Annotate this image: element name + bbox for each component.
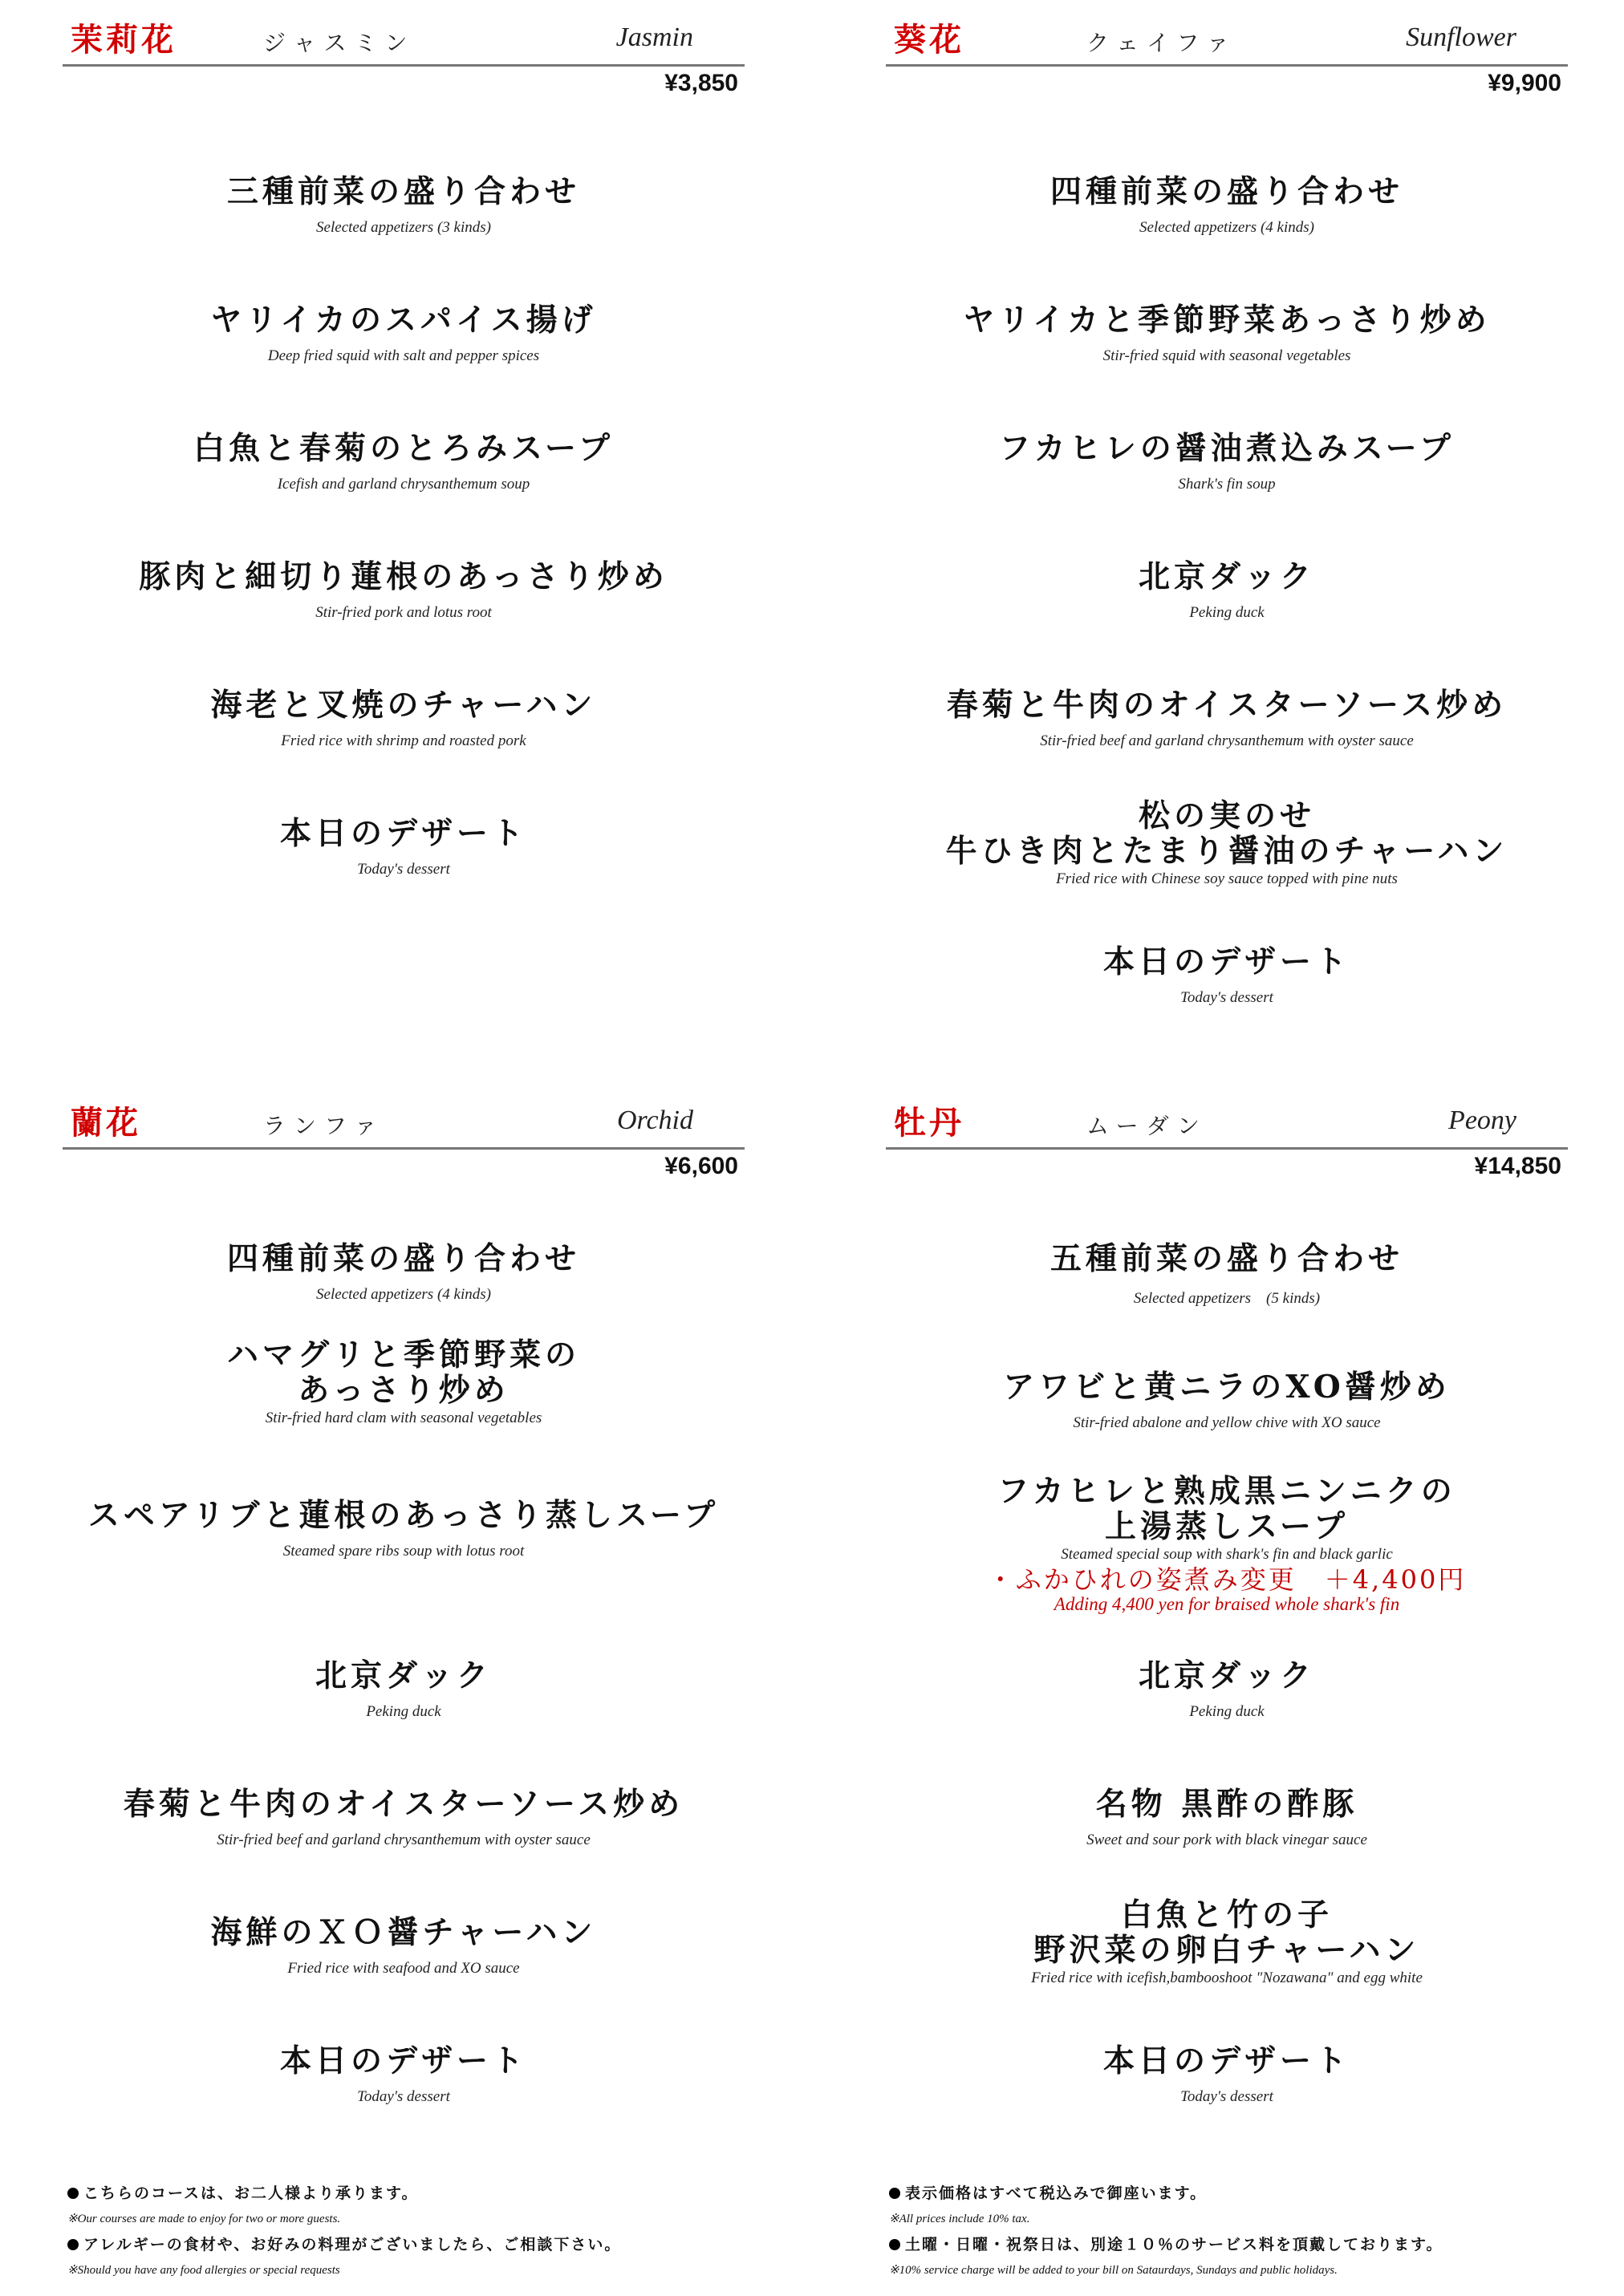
dish-item (886, 431, 1568, 493)
course-name-en: Sunflower (1406, 22, 1516, 52)
dish-item (886, 1369, 1568, 1432)
dish-item (63, 1658, 745, 1721)
course-name-jp: 茉莉花 (71, 21, 177, 59)
dish-name-jp: 名物 黒酢の酢豚 (1095, 1786, 1358, 1823)
course-orchid (63, 1097, 745, 2105)
dish-item (886, 174, 1568, 237)
course-name-kana: ムーダン (1086, 1113, 1208, 1139)
notes-left (67, 2180, 838, 2283)
course-name-en: Jasmin (615, 22, 693, 52)
dish-name-en: Fried rice with shrimp and roasted pork (281, 732, 526, 749)
dish-item (886, 559, 1568, 622)
dish-name-jp: 海鮮のＸＯ醤チャーハン (210, 1914, 597, 1951)
dish-item (63, 431, 745, 493)
dish-item (886, 2043, 1568, 2106)
dish-name-en: Deep fried squid with salt and pepper spices (267, 347, 540, 364)
dish-item (63, 816, 745, 878)
dish-item (63, 1241, 745, 1304)
course-name-kana: クェイファ (1086, 30, 1237, 56)
dish-name-en: Today's dessert (1180, 2088, 1273, 2105)
course-sunflower (886, 14, 1568, 1006)
dish-name-en: Fried rice with icefish,bambooshoot "Nozawana" and egg white (1031, 1969, 1423, 1986)
course-name-en: Orchid (616, 1105, 693, 1135)
note-en: ※Should you have any food allergies or special requests (67, 2264, 340, 2277)
course-peony (886, 1097, 1568, 2105)
dish-name-en: Selected appetizers (4 kinds) (1139, 219, 1314, 236)
dish-name-jp: 北京ダック (315, 1657, 492, 1694)
dish-name-en: Selected appetizers (3 kinds) (316, 219, 491, 236)
dish-name-jp: フカヒレの醤油煮込みスープ (999, 430, 1455, 467)
course-header (886, 14, 1568, 67)
dish-name-en: Stir-fried hard clam with seasonal vegetables (265, 1410, 542, 1426)
note-en: ※All prices include 10% tax. (889, 2213, 1030, 2225)
dish-name-en: Stir-fried squid with seasonal vegetables (1102, 347, 1351, 364)
dish-name-en: Fried rice with Chinese soy sauce topped with pine nuts (1056, 870, 1398, 887)
dish-name-jp: 五種前菜の盛り合わせ (1050, 1240, 1403, 1277)
course-name-kana: ジャスミン (263, 30, 416, 56)
dish-name-jp: 海老と叉焼のチャーハン (210, 687, 597, 724)
dish-name-en: Peking duck (1189, 604, 1265, 621)
dish-name-en: Stir-fried beef and garland chrysanthemum with oyster sauce (217, 1832, 591, 1848)
dish-item (886, 1474, 1568, 1615)
dish-name-jp: 北京ダック (1138, 558, 1315, 595)
dish-name-en: Peking duck (1189, 1703, 1265, 1720)
dish-name-en: Today's dessert (357, 861, 450, 878)
course-price: ¥14,850 (1474, 1153, 1561, 1179)
dish-item (886, 944, 1568, 1007)
course-name-jp: 蘭花 (71, 1104, 141, 1142)
dish-name-en: Steamed spare ribs soup with lotus root (282, 1543, 525, 1560)
dish-name-jp-line2: 上湯蒸しスープ (1104, 1508, 1350, 1545)
course-jasmin (63, 14, 745, 878)
note-jp: アレルギーの食材や、お好みの料理がございましたら、ご相談下さい。 (67, 2232, 838, 2257)
dish-name-jp: ヤリイカのスパイス揚げ (210, 302, 597, 339)
dish-name-jp: フカヒレと熟成黒ニンニクの (997, 1473, 1456, 1510)
dish-item (63, 174, 745, 237)
bullet-icon (67, 2239, 79, 2250)
dish-name-jp: ハマグリと季節野菜の (226, 1337, 580, 1373)
dish-name-jp: 豚肉と細切り蓮根のあっさり炒め (139, 558, 668, 595)
dish-name-jp: スペアリブと蓮根のあっさり蒸しスープ (87, 1497, 720, 1534)
dish-name-jp-line2: 牛ひき肉とたまり醤油のチャーハン (945, 833, 1508, 870)
note-en: ※Our courses are made to enjoy for two or more guests. (67, 2213, 341, 2225)
dish-name-jp: 本日のデザート (279, 815, 527, 852)
bullet-icon (889, 2239, 900, 2250)
dish-name-jp: 四種前菜の盛り合わせ (226, 1240, 580, 1277)
dish-item (63, 2043, 745, 2106)
note-jp: 土曜・日曜・祝祭日は、別途１０％のサービス料を頂戴しております。 (889, 2232, 1624, 2257)
note-en: ※10% service charge will be added to your bill on Sataurdays, Sundays and public holidays. (889, 2264, 1338, 2277)
dish-name-en: Today's dessert (357, 2088, 450, 2105)
dish-item (63, 1498, 745, 1560)
course-name-jp: 牡丹 (894, 1104, 964, 1142)
dish-item (63, 302, 745, 365)
course-name-jp: 葵花 (894, 21, 964, 59)
dish-name-en: Peking duck (366, 1703, 441, 1720)
dish-name-jp: 春菊と牛肉のオイスターソース炒め (123, 1786, 684, 1823)
dish-item (63, 1915, 745, 1978)
dish-name-jp: 白魚と竹の子 (1120, 1896, 1333, 1933)
dish-name-en: Steamed special soup with shark's fin and black garlic (1061, 1546, 1393, 1563)
course-header (886, 1097, 1568, 1150)
dish-name-en: Sweet and sour pork with black vinegar sauce (1086, 1832, 1367, 1848)
course-price: ¥3,850 (664, 70, 738, 96)
dish-name-en: Selected appetizers (5 kinds) (1133, 1290, 1321, 1307)
course-price: ¥9,900 (1488, 70, 1561, 96)
note-jp: 表示価格はすべて税込みで御座います。 (889, 2180, 1624, 2206)
dish-name-jp: 本日のデザート (1102, 2042, 1350, 2079)
dish-name-jp: 本日のデザート (1102, 943, 1350, 980)
dish-name-jp: 本日のデザート (279, 2042, 527, 2079)
dish-item (886, 1897, 1568, 1987)
course-header (63, 14, 745, 67)
dish-item (63, 688, 745, 750)
dish-item (63, 559, 745, 622)
dish-item (63, 1337, 745, 1427)
dish-name-en: Stir-fried abalone and yellow chive with XO sauce (1073, 1414, 1381, 1431)
dish-item (886, 688, 1568, 750)
dish-name-jp: 四種前菜の盛り合わせ (1050, 173, 1403, 210)
dish-name-jp: 白魚と春菊のとろみスープ (193, 430, 615, 467)
course-name-kana: ランファ (263, 1113, 385, 1139)
dish-name-en: Stir-fried pork and lotus root (315, 604, 492, 621)
upgrade-option: ・ふかひれの姿煮み変更 ＋4,400円 (987, 1564, 1467, 1595)
dish-name-jp: 春菊と牛肉のオイスターソース炒め (946, 687, 1508, 724)
dish-name-en: Icefish and garland chrysanthemum soup (277, 476, 530, 493)
course-header (63, 1097, 745, 1150)
dish-name-jp: 松の実のせ (1138, 797, 1315, 834)
bullet-icon (889, 2188, 900, 2199)
course-name-en: Peony (1448, 1105, 1516, 1135)
dish-item (886, 1658, 1568, 1721)
dish-item (886, 1241, 1568, 1308)
bullet-icon (67, 2188, 79, 2199)
note-jp: こちらのコースは、お二人様より承ります。 (67, 2180, 838, 2206)
dish-name-jp: 三種前菜の盛り合わせ (226, 173, 580, 210)
dish-item (886, 1787, 1568, 1849)
dish-item (886, 798, 1568, 888)
course-price: ¥6,600 (664, 1153, 738, 1179)
dish-name-en: Stir-fried beef and garland chrysanthemum with oyster sauce (1040, 732, 1414, 749)
notes-right (889, 2180, 1624, 2283)
dish-name-jp-line2: 野沢菜の卵白チャーハン (1033, 1932, 1420, 1969)
dish-name-en: Fried rice with seafood and XO sauce (287, 1960, 520, 1977)
dish-name-jp-line2: あっさり炒め (298, 1372, 510, 1409)
dish-name-jp: アワビと黄ニラのXO醤炒め (1003, 1369, 1451, 1406)
dish-name-jp: 北京ダック (1138, 1657, 1315, 1694)
dish-item (886, 302, 1568, 365)
dish-name-en: Today's dessert (1180, 989, 1273, 1006)
dish-item (63, 1787, 745, 1849)
dish-name-en: Shark's fin soup (1178, 476, 1276, 493)
dish-name-jp: ヤリイカと季節野菜あっさり炒め (963, 302, 1491, 339)
dish-name-en: Selected appetizers (4 kinds) (316, 1286, 491, 1303)
upgrade-option-en: Adding 4,400 yen for braised whole shark's fin (1054, 1594, 1400, 1614)
